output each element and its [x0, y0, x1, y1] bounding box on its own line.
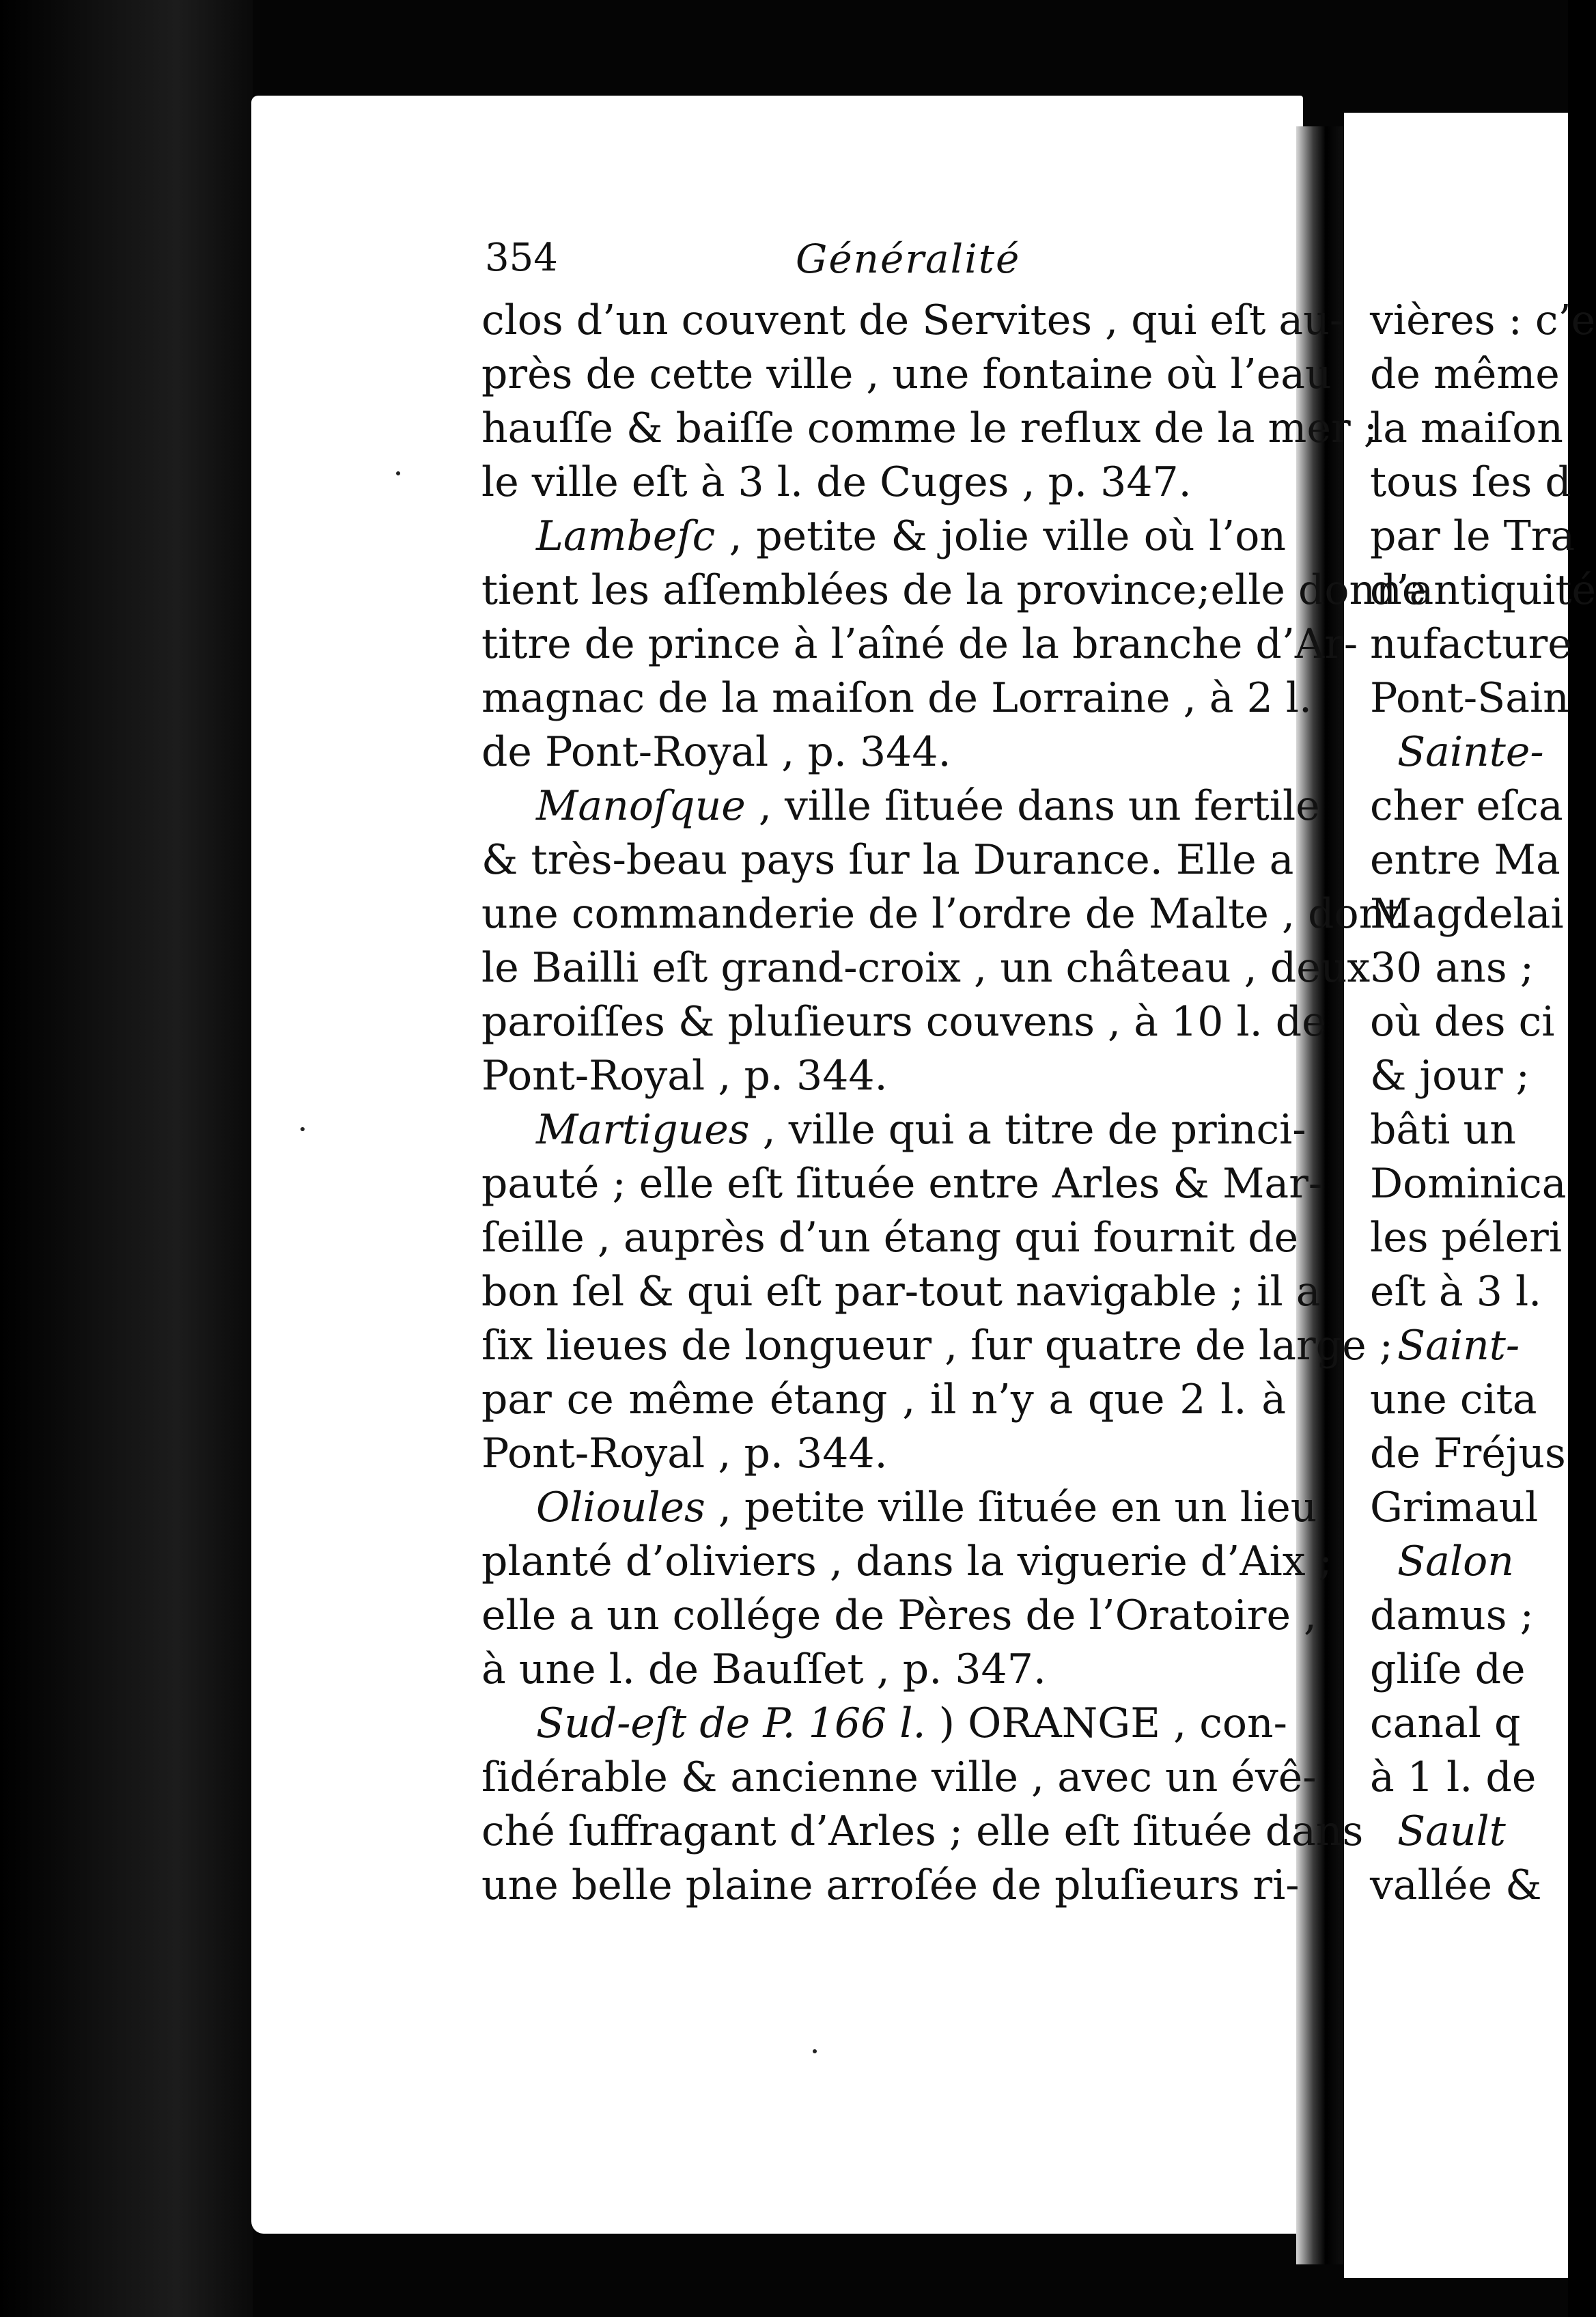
text-line [481, 725, 1286, 779]
text-line [481, 1589, 1317, 1643]
line-text: ché ſuffragant d’Arles ; elle eſt ſituée dans [481, 1807, 1364, 1855]
text-line [481, 1427, 1286, 1481]
line-text: de Pont-Royal , p. 344. [481, 728, 951, 776]
right-text-line: Magdelai [1370, 890, 1564, 938]
entry-heading: Martigues [536, 1106, 750, 1154]
right-text-line: vières : c’e [1370, 296, 1596, 344]
text-line [481, 1211, 1299, 1265]
right-text-line: & jour ; [1370, 1052, 1530, 1100]
right-text-line: Saint- [1397, 1322, 1520, 1370]
text-line [481, 294, 1344, 348]
text-line [481, 618, 1358, 671]
right-text-line: de même [1370, 350, 1560, 398]
line-text: tient les aſſemblées de la province;elle donne [481, 566, 1427, 614]
line-text: près de cette ville , une fontaine où l’eau [481, 350, 1332, 398]
right-text-line: Grimaul [1370, 1484, 1539, 1531]
text-line [481, 402, 1377, 456]
right-text-line: Salon [1397, 1538, 1514, 1585]
line-text: ) ORANGE , con- [925, 1699, 1287, 1747]
text-line [481, 1643, 1286, 1697]
entry-heading: Manoſque [536, 782, 746, 830]
right-text-line: eſt à 3 l. [1370, 1268, 1542, 1316]
right-text-line: 30 ans ; [1370, 944, 1534, 992]
book-edge-left [0, 0, 253, 2317]
text-line [481, 1751, 1317, 1805]
text-line [481, 1697, 1286, 1751]
right-text-line: à 1 l. de [1370, 1753, 1537, 1801]
line-text: par ce même étang , il n’y a que 2 l. à [481, 1376, 1286, 1424]
line-text: & très-beau pays ſur la Durance. Elle a [481, 836, 1294, 884]
right-text-line: vallée & [1370, 1861, 1542, 1909]
text-line [481, 1265, 1321, 1319]
text-line [481, 510, 1286, 564]
right-text-line: par le Tra [1370, 512, 1576, 560]
text-line [481, 779, 1320, 833]
line-text: Pont-Royal , p. 344. [481, 1052, 888, 1100]
text-line [481, 348, 1332, 402]
text-line [481, 1319, 1393, 1373]
text-line [481, 1373, 1286, 1427]
right-text-line: tous ſes d [1370, 458, 1571, 506]
line-text: , ville qui a titre de princi- [749, 1106, 1306, 1154]
line-text: le ville eſt à 3 l. de Cuges , p. 347. [481, 458, 1192, 506]
right-text-line: bâti un [1370, 1106, 1516, 1154]
line-text: magnac de la maiſon de Lorraine , à 2 l. [481, 674, 1313, 722]
left-page-text [481, 294, 1427, 1913]
text-line [481, 941, 1371, 995]
left-page-header [485, 236, 1304, 290]
line-text: une commanderie de l’ordre de Malte , dont [481, 890, 1402, 938]
line-text: planté d’oliviers , dans la viguerie d’Aix ; [481, 1538, 1332, 1585]
line-text: paroiſſes & pluſieurs couvens , à 10 l. de [481, 998, 1326, 1046]
line-text: clos d’un couvent de Servites , qui eſt au- [481, 296, 1344, 344]
line-text: , petite ville ſituée en un lieu [705, 1484, 1317, 1531]
line-text: , ville ſituée dans un fertile [745, 782, 1320, 830]
text-line [481, 1157, 1323, 1211]
right-text-line: Sault [1397, 1807, 1506, 1855]
text-line [481, 1103, 1306, 1157]
text-line [481, 456, 1286, 510]
right-page-text [1370, 294, 1596, 1913]
line-text: à une l. de Bauſſet , p. 347. [481, 1646, 1046, 1693]
entry-heading: Sud-eſt de P. 166 l. [536, 1699, 926, 1747]
scan-speck [396, 471, 400, 475]
right-text-line: cher eſca [1370, 782, 1563, 830]
right-text-line: les péleri [1370, 1214, 1563, 1262]
text-line [481, 1805, 1364, 1859]
line-text: une belle plaine arroſée de pluſieurs ri- [481, 1861, 1300, 1909]
right-text-line: d’antiquité [1370, 566, 1596, 614]
text-line [481, 1535, 1332, 1589]
scan-speck [813, 2049, 817, 2053]
right-text-line: de Fréjus [1370, 1430, 1566, 1477]
line-text: titre de prince à l’aîné de la branche d’Ar- [481, 620, 1358, 668]
text-line [481, 995, 1326, 1049]
line-text: bon ſel & qui eſt par-tout navigable ; il a [481, 1268, 1321, 1316]
running-title: Généralité [796, 236, 1021, 282]
right-text-line: où des ci [1370, 998, 1555, 1046]
right-text-line: Sainte- [1397, 728, 1544, 776]
right-text-line: la maiſon [1370, 404, 1563, 452]
entry-heading: Lambeſc [536, 512, 716, 560]
line-text: , petite & jolie ville où l’on [715, 512, 1286, 560]
entry-heading: Olioules [536, 1484, 705, 1531]
line-text: hauſſe & baiſſe comme le reflux de la mer ; [481, 404, 1377, 452]
line-text: ſeille , auprès d’un étang qui fournit de [481, 1214, 1299, 1262]
scan-speck [300, 1127, 305, 1131]
right-text-line: damus ; [1370, 1592, 1534, 1639]
right-text-line: Dominica [1370, 1160, 1567, 1208]
right-text-line: nufacture [1370, 620, 1572, 668]
right-text-line: entre Ma [1370, 836, 1560, 884]
line-text: elle a un collége de Pères de l’Oratoire , [481, 1592, 1317, 1639]
right-text-line: Pont-Sain [1370, 674, 1569, 722]
text-line [481, 1859, 1300, 1913]
text-line [481, 564, 1427, 618]
page-number: 354 [485, 236, 558, 280]
text-line [481, 671, 1313, 725]
line-text: ſix lieues de longueur , ſur quatre de large ; [481, 1322, 1393, 1370]
text-line [481, 1049, 1286, 1103]
right-text-line: gliſe de [1370, 1646, 1526, 1693]
line-text: ſidérable & ancienne ville , avec un évê- [481, 1753, 1317, 1801]
line-text: Pont-Royal , p. 344. [481, 1430, 888, 1477]
text-line [481, 833, 1294, 887]
text-line [481, 1481, 1317, 1535]
text-line [481, 887, 1402, 941]
right-text-line: une cita [1370, 1376, 1537, 1424]
line-text: le Bailli eſt grand-croix , un château , deux [481, 944, 1371, 992]
line-text: pauté ; elle eſt ſituée entre Arles & Mar- [481, 1160, 1323, 1208]
right-text-line: canal q [1370, 1699, 1521, 1747]
